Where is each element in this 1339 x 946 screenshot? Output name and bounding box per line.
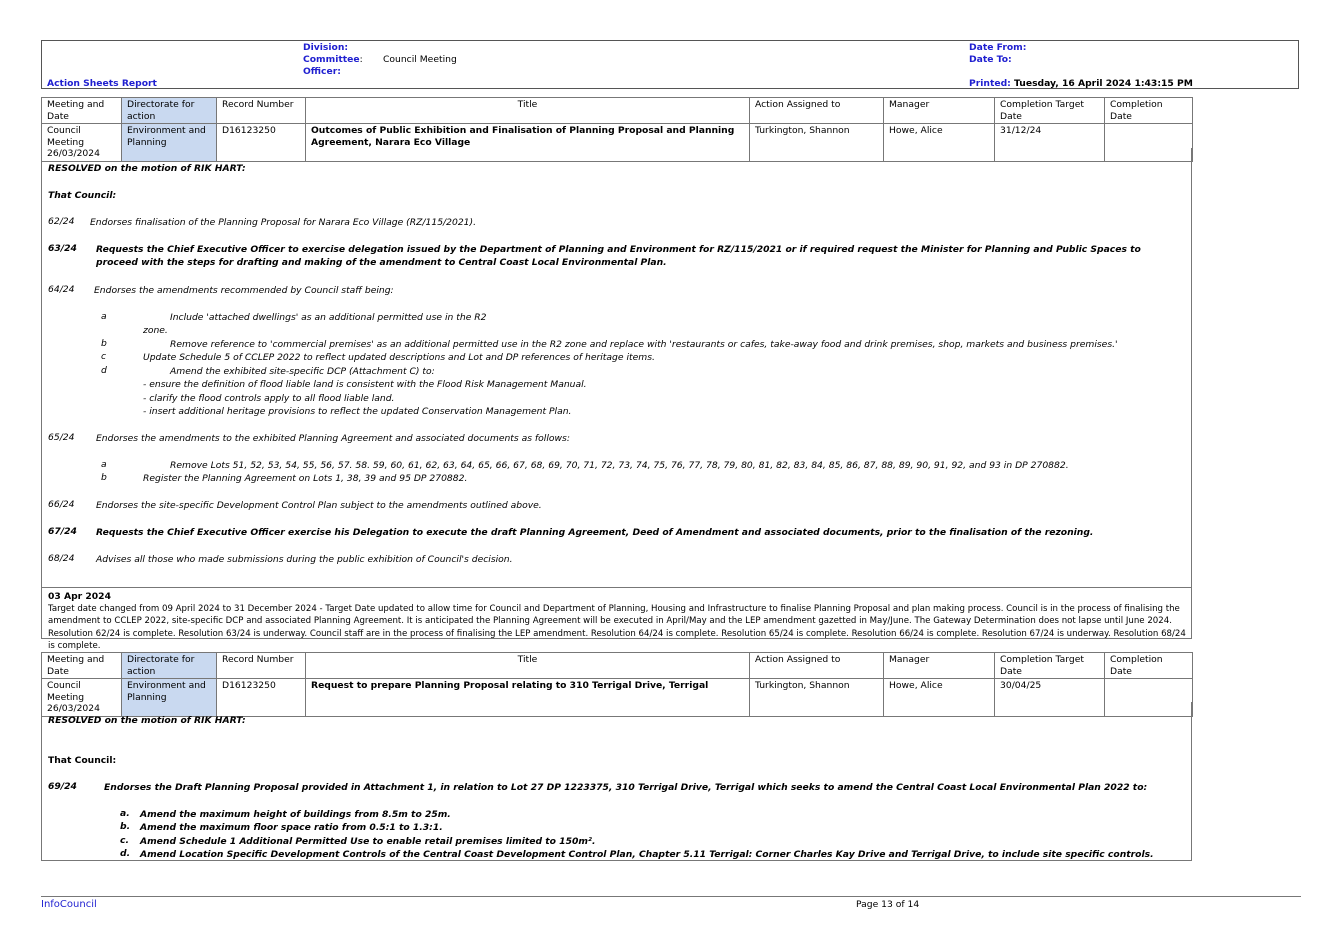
res-number: 67/24: [48, 526, 77, 537]
col-directorate: Directorate for action: [122, 98, 217, 124]
col-directorate: Directorate for action: [122, 653, 217, 679]
table-header-row: [42, 98, 1193, 124]
res-number: 63/24: [48, 243, 77, 254]
col-manager: Manager: [884, 653, 995, 679]
res-number: 65/24: [48, 432, 75, 443]
manager-cell: Howe, Alice: [884, 124, 995, 162]
col-record: Record Number: [217, 98, 306, 124]
division-label: Division:: [303, 42, 349, 53]
date-to-label: Date To:: [969, 54, 1012, 65]
report-title: Action Sheets Report: [47, 78, 157, 89]
table-header-row: [42, 653, 1193, 679]
sub-letter: c.: [120, 835, 129, 846]
sub-letter: a: [101, 459, 107, 470]
printed-stamp: Printed: Tuesday, 16 April 2024 1:43:15 PM: [969, 78, 1193, 89]
col-target: Completion Target Date: [995, 98, 1105, 124]
res-number: 69/24: [48, 781, 77, 792]
sub-text: Amend Location Specific Development Controls of the Central Coast Development Control Plan, Chapter 5.11 Terrigal: Corner Charles Kay Drive and Terrigal Drive, to include site specific controls.: [140, 849, 1154, 860]
col-completion: Completion Date: [1105, 98, 1193, 124]
sub-letter: b: [101, 338, 107, 349]
col-title: Title: [306, 653, 750, 679]
sub-text: - insert additional heritage provisions to reflect the updated Conservation Management Plan.: [143, 406, 572, 417]
resolution-body-1: [41, 148, 1192, 651]
record-cell: D16123250: [217, 679, 306, 717]
res-text: Endorses the amendments recommended by Council staff being:: [94, 285, 394, 296]
assigned-cell: Turkington, Shannon: [750, 679, 884, 717]
that-council: That Council:: [48, 190, 117, 201]
meeting-cell: Council Meeting 26/03/2024: [42, 679, 122, 717]
res-text: Endorses the Draft Planning Proposal provided in Attachment 1, in relation to Lot 27 DP 1223375, 310 Terrigal Drive, Terrigal which seeks to amend the Central Coast Local Environmental Plan 2022 to:: [104, 782, 1148, 793]
note-text: Target date changed from 09 April 2024 to 31 December 2024 - Target Date updated to allow time for Council and Department of Planning, Housing and Infrastructure to finalise Planning Proposal and plan making process. Council is in the process of finalising the amendment to CCLEP 2022, site-specific DCP and associated Planning Agreement. It is anticipated the Planning Agreement will be executed in April/May and the LEP amendment gazetted in May/June. The Gateway Determination does not lapse until June 2024. Resolution 62/24 is complete. Resolution 63/24 is underway. Council staff are in the process of finalising the LEP amendment. Resolution 64/24 is complete. Resolution 65/24 is complete. Resolution 66/24 is complete. Resolution 67/24 is underway. Resolution 68/24 is complete.: [48, 604, 1186, 651]
res-text: Requests the Chief Executive Officer to exercise delegation issued by the Department of Planning and Environment for RZ/115/2021 or if required request the Minister for Planning and Public Spaces to proceed with the steps for drafting and making of the amendment to Central Coast Local Environmental Plan.: [96, 244, 1141, 268]
page-number: Page 13 of 14: [856, 899, 920, 910]
directorate-cell: Environment and Planning: [122, 679, 217, 717]
col-manager: Manager: [884, 98, 995, 124]
res-number: 64/24: [48, 284, 75, 295]
sub-text: Amend the maximum height of buildings from 8.5m to 25m.: [140, 809, 451, 820]
that-council: That Council:: [48, 755, 117, 766]
res-number: 68/24: [48, 553, 75, 564]
manager-cell: Howe, Alice: [884, 679, 995, 717]
divider: [42, 587, 1191, 588]
res-number: 66/24: [48, 499, 75, 510]
sub-text: Amend the maximum floor space ratio from 0.5:1 to 1.3:1.: [140, 822, 443, 833]
col-title: Title: [306, 98, 750, 124]
directorate-cell: Environment and Planning: [122, 124, 217, 162]
officer-label: Officer:: [303, 66, 341, 77]
col-target: Completion Target Date: [995, 653, 1105, 679]
sub-letter: a: [101, 311, 107, 322]
date-from-label: Date From:: [969, 42, 1027, 53]
sub-letter: c: [101, 351, 107, 362]
col-completion: Completion Date: [1105, 653, 1193, 679]
resolved-line: RESOLVED on the motion of RIK HART:: [48, 163, 246, 174]
target-cell: 31/12/24: [995, 124, 1105, 162]
report-header: [41, 40, 1299, 89]
col-assigned: Action Assigned to: [750, 98, 884, 124]
sub-text: - ensure the definition of flood liable land is consistent with the Flood Risk Management Manual.: [143, 379, 587, 390]
sub-text: Register the Planning Agreement on Lots 1, 38, 39 and 95 DP 270882.: [143, 473, 468, 484]
resolution-body-2: [41, 702, 1192, 861]
res-text: Endorses the site-specific Development Control Plan subject to the amendments outlined above.: [96, 500, 542, 511]
sub-letter: d: [101, 365, 107, 376]
sub-text: Remove Lots 51, 52, 53, 54, 55, 56, 57. 58. 59, 60, 61, 62, 63, 64, 65, 66, 67, 68, 69, 70, 71, 72, 73, 74, 75, 76, 77, 78, 79, 80, 81, 82, 83, 84, 85, 86, 87, 88, 89, 90, 91, 92, and 93 in DP 270882.: [170, 460, 1069, 471]
res-text: Requests the Chief Executive Officer exercise his Delegation to execute the draft Planning Agreement, Deed of Amendment and associated documents, prior to the finalisation of the rezoning.: [96, 527, 1094, 538]
committee-value: Council Meeting: [383, 54, 457, 65]
sub-text: Amend the exhibited site-specific DCP (Attachment C) to:: [170, 366, 435, 377]
title-cell: Outcomes of Public Exhibition and Finalisation of Planning Proposal and Planning Agreement, Narara Eco Village: [306, 124, 750, 162]
sub-letter: b: [101, 472, 107, 483]
sub-letter: b.: [120, 821, 131, 832]
res-text: Endorses the amendments to the exhibited Planning Agreement and associated documents as follows:: [96, 433, 570, 444]
title-cell: Request to prepare Planning Proposal relating to 310 Terrigal Drive, Terrigal: [306, 679, 750, 717]
footer-brand: InfoCouncil: [41, 899, 97, 910]
col-assigned: Action Assigned to: [750, 653, 884, 679]
sub-letter: a.: [120, 808, 130, 819]
res-number: 62/24: [48, 216, 75, 227]
meeting-cell: Council Meeting 26/03/2024: [42, 124, 122, 162]
col-record: Record Number: [217, 653, 306, 679]
assigned-cell: Turkington, Shannon: [750, 124, 884, 162]
sub-text: zone.: [143, 325, 168, 336]
sub-letter: d.: [120, 848, 131, 859]
col-meeting: Meeting and Date: [42, 653, 122, 679]
res-text: Advises all those who made submissions during the public exhibition of Council's decision.: [96, 554, 513, 565]
sub-text: - clarify the flood controls apply to all flood liable land.: [143, 393, 395, 404]
record-cell: D16123250: [217, 124, 306, 162]
note-date: 03 Apr 2024: [48, 591, 111, 602]
res-text: Endorses finalisation of the Planning Proposal for Narara Eco Village (RZ/115/2021).: [90, 217, 477, 228]
col-meeting: Meeting and Date: [42, 98, 122, 124]
target-cell: 30/04/25: [995, 679, 1105, 717]
sub-text: Amend Schedule 1 Additional Permitted Use to enable retail premises limited to 150m².: [140, 836, 596, 847]
resolved-line: RESOLVED on the motion of RIK HART:: [48, 715, 246, 726]
committee-label: Committee:: [303, 54, 363, 65]
sub-text: Include 'attached dwellings' as an additional permitted use in the R2: [170, 312, 487, 323]
footer-divider: [41, 896, 1301, 897]
sub-text: Remove reference to 'commercial premises' as an additional permitted use in the R2 zone and replace with 'restaurants or cafes, take-away food and drink premises, shop, markets and business premises.': [170, 339, 1118, 350]
sub-text: Update Schedule 5 of CCLEP 2022 to reflect updated descriptions and Lot and DP references of heritage items.: [143, 352, 655, 363]
